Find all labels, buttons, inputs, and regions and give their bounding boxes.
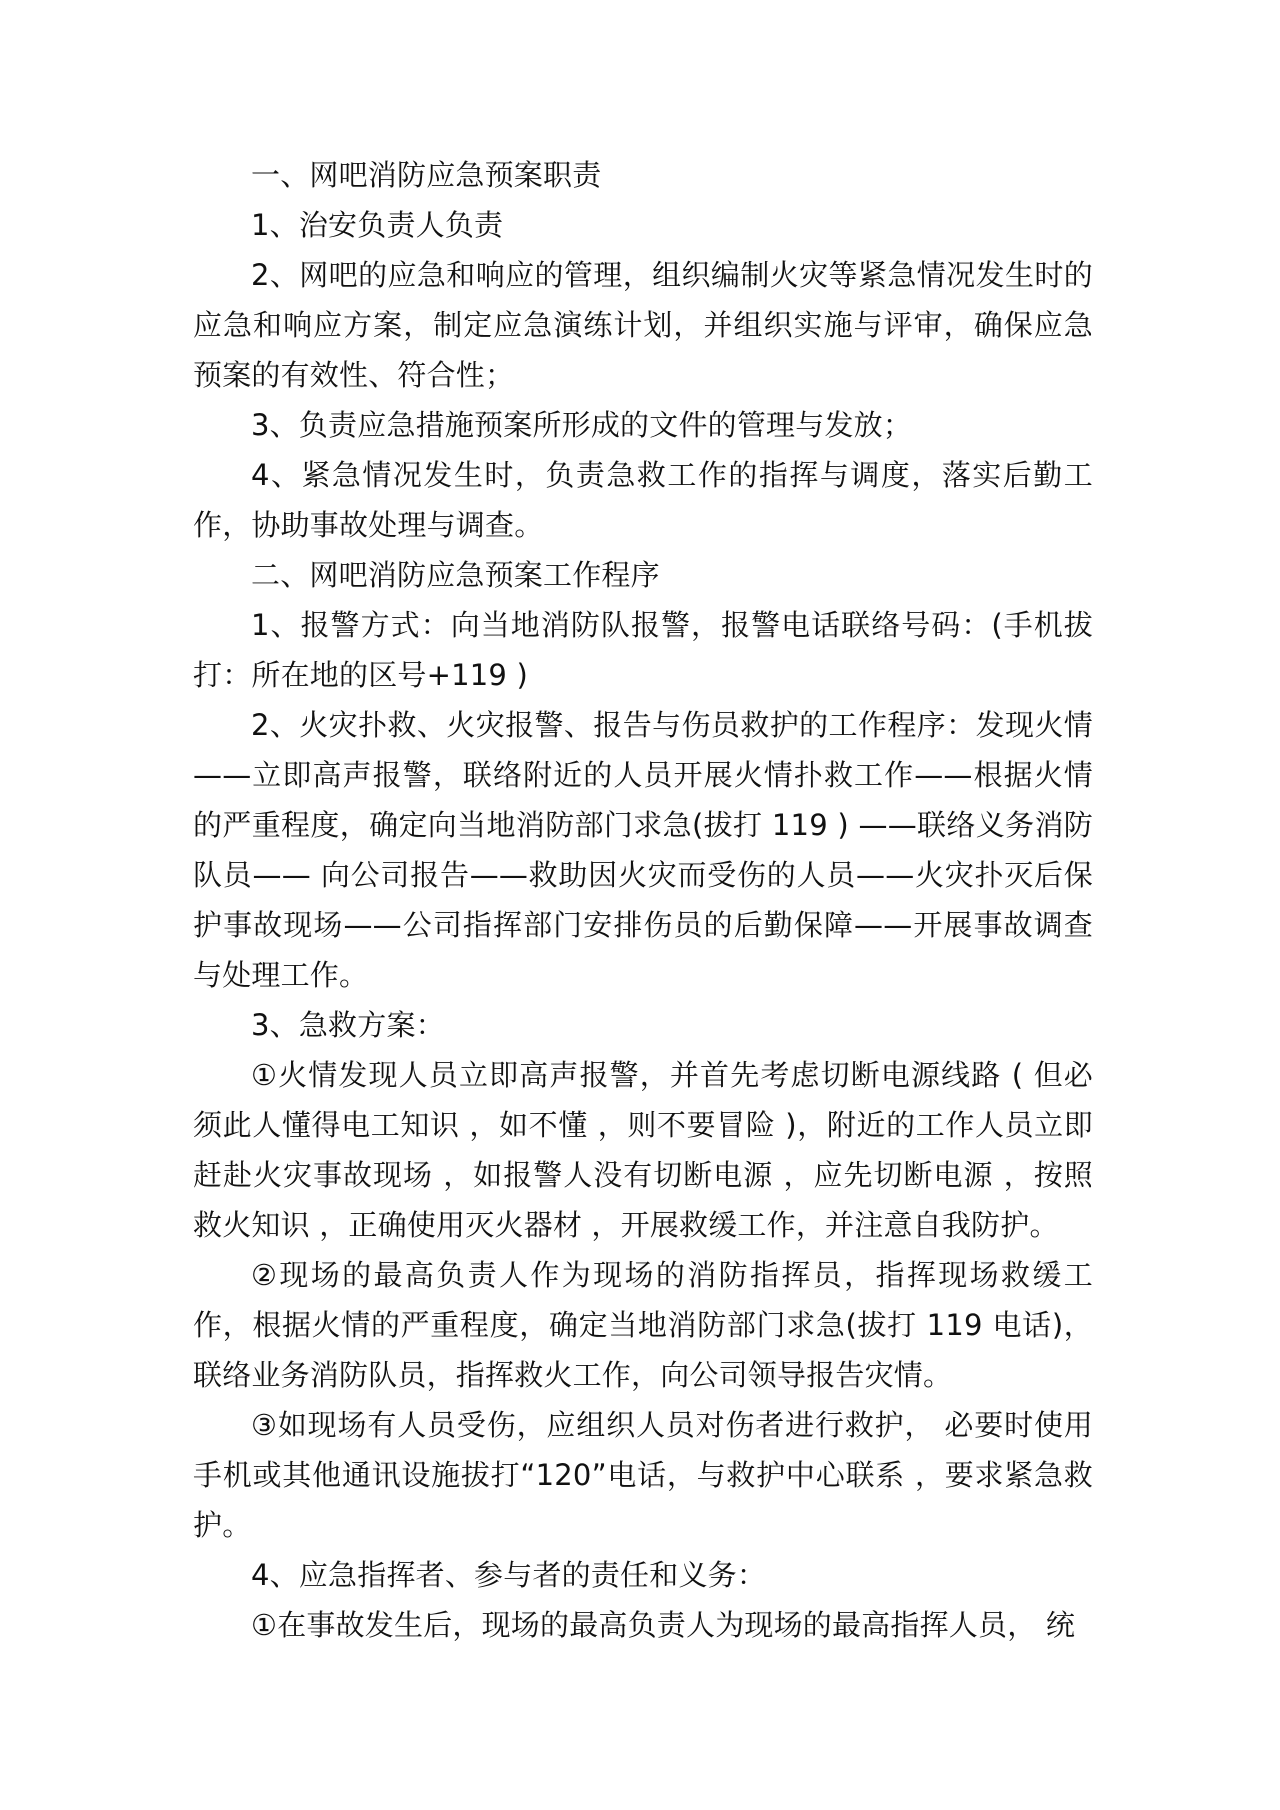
paragraph-5: 1、报警方式：向当地消防队报警，报警电话联络号码：(手机拔打：所在地的区号+119 ) xyxy=(193,608,1093,692)
section-heading-1: 一、网吧消防应急预案职责 xyxy=(251,158,602,192)
paragraph-3: 3、负责应急措施预案所形成的文件的管理与发放； xyxy=(251,408,913,442)
paragraph-7: 3、急救方案： xyxy=(251,1008,445,1042)
paragraph-1: 1、治安负责人负责 xyxy=(251,208,504,242)
paragraph-11: 4、应急指挥者、参与者的责任和义务： xyxy=(251,1558,767,1592)
paragraph-2: 2、网吧的应急和响应的管理，组织编制火灾等紧急情况发生时的应急和响应方案，制定应急演练计划，并组织实施与评审，确保应急预案的有效性、符合性； xyxy=(193,258,1093,392)
paragraph-9: ②现场的最高负责人作为现场的消防指挥员，指挥现场救缓工作，根据火情的严重程度，确定当地消防部门求急(拔打 119 电话)，联络业务消防队员，指挥救火工作，向公司领导报告灾情。 xyxy=(193,1258,1093,1392)
paragraph-10: ③如现场有人员受伤，应组织人员对伤者进行救护， 必要时使用手机或其他通讯设施拔打“120”电话，与救护中心联系 ，要求紧急救护。 xyxy=(193,1408,1093,1542)
paragraph-12: ①在事故发生后，现场的最高负责人为现场的最高指挥人员， 统 xyxy=(251,1608,1076,1642)
paragraph-4: 4、紧急情况发生时，负责急救工作的指挥与调度，落实后勤工作，协助事故处理与调查。 xyxy=(193,458,1093,542)
section-heading-2: 二、网吧消防应急预案工作程序 xyxy=(251,558,660,592)
document-body xyxy=(193,150,1093,1650)
paragraph-6: 2、火灾扑救、火灾报警、报告与伤员救护的工作程序：发现火情——立即高声报警，联络附近的人员开展火情扑救工作——根据火情的严重程度，确定向当地消防部门求急(拔打 119 ) ——联络义务消防队员—— 向公司报告——救助因火灾而受伤的人员——火灾扑灭后保护事故现场——公司指挥部门安排伤员的后勤保障——开展事故调查与处理工作。 xyxy=(193,708,1093,992)
paragraph-8: ①火情发现人员立即高声报警，并首先考虑切断电源线路 ( 但必须此人懂得电工知识 ，如不懂 ，则不要冒险 )，附近的工作人员立即赶赴火灾事故现场 ，如报警人没有切断电源 ，应先切断电源 ，按照救火知识 ，正确使用灭火器材 ，开展救缓工作，并注意自我防护。 xyxy=(193,1058,1093,1242)
